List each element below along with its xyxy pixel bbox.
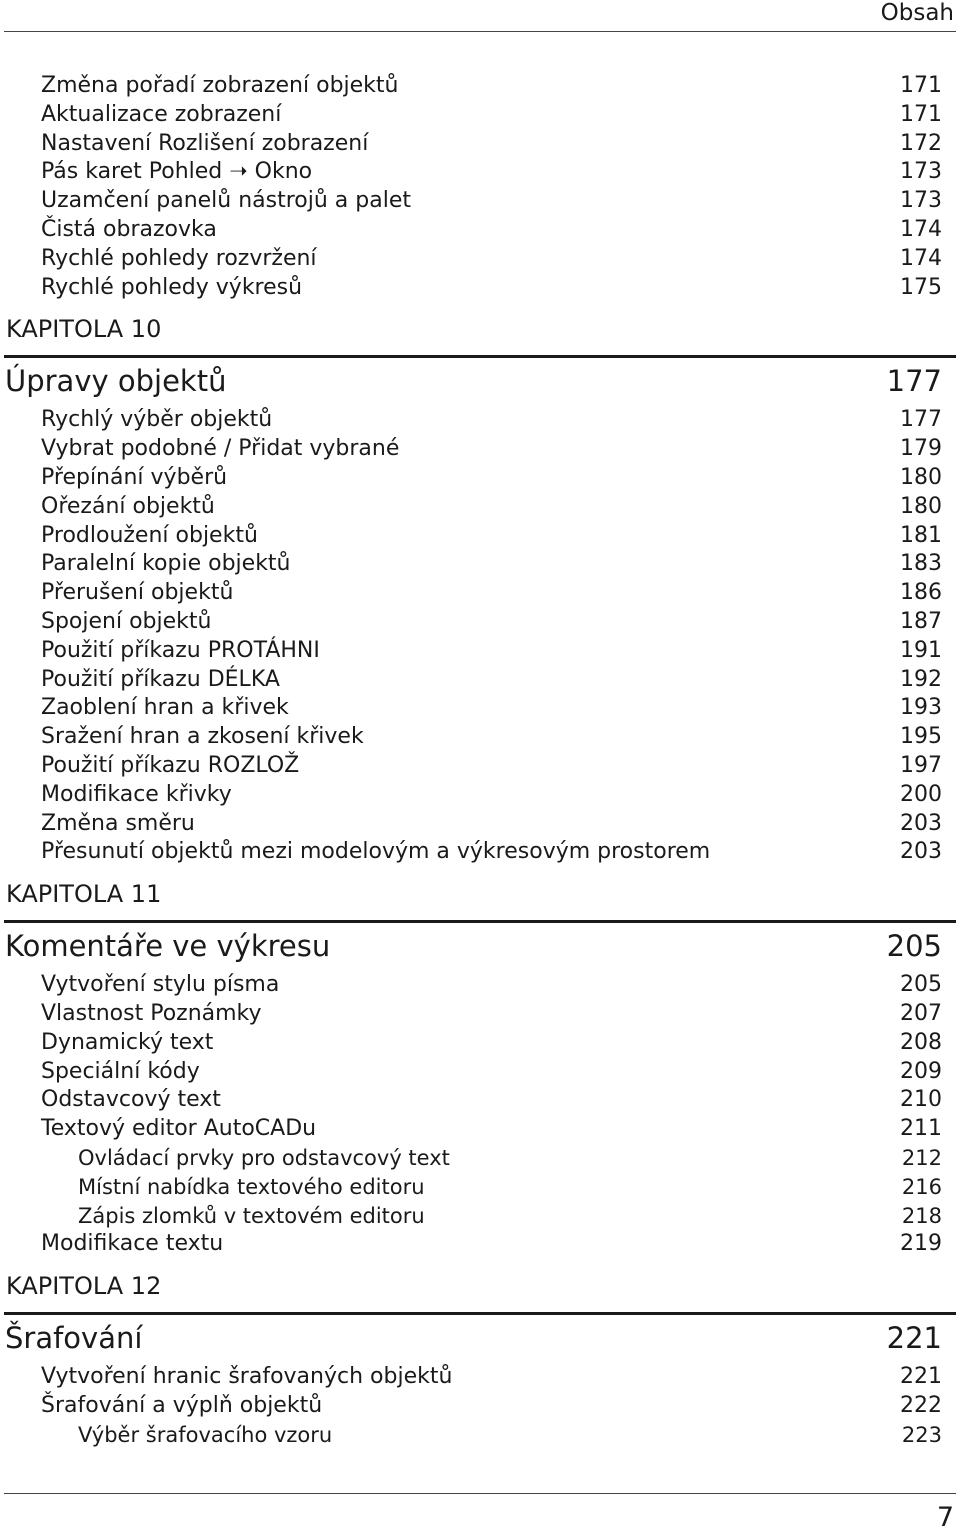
toc-entry-title: Uzamčení panelů nástrojů a palet (41, 188, 411, 214)
toc-entry[interactable] (0, 1230, 960, 1259)
chapter-title-page: 177 (886, 364, 942, 399)
chapter-title-text: Komentáře ve výkresu (5, 929, 331, 964)
toc-entry-page: 186 (900, 580, 942, 606)
toc-subentry[interactable] (0, 1144, 960, 1173)
toc-entry-title: Prodloužení objektů (41, 522, 258, 548)
header-divider (4, 31, 956, 32)
toc-entry[interactable] (0, 406, 960, 435)
toc-entry-title: Přepínání výběrů (41, 464, 228, 490)
table-of-contents (0, 72, 960, 1449)
toc-entry-title: Sražení hran a zkosení křivek (41, 724, 364, 750)
toc-entry-page: 180 (900, 464, 942, 490)
toc-entry[interactable] (0, 493, 960, 522)
toc-entry-title: Paralelní kopie objektů (41, 551, 291, 577)
toc-entry-title: Rychlé pohledy rozvržení (41, 245, 317, 271)
chapter-title[interactable] (0, 923, 960, 971)
toc-entry[interactable] (0, 1058, 960, 1087)
toc-entry[interactable] (0, 158, 960, 187)
chapter-label: KAPITOLA 11 (6, 880, 162, 909)
chapter-title-page: 205 (886, 929, 942, 964)
toc-entry-page: 221 (900, 1364, 942, 1390)
toc-entry-title: Změna pořadí zobrazení objektů (41, 73, 399, 98)
chapter-title[interactable] (0, 1315, 960, 1363)
toc-entry-page: 183 (900, 551, 942, 577)
toc-entry-page: 173 (900, 159, 942, 185)
toc-entry-title: Zápis zlomků v textovém editoru (78, 1203, 425, 1228)
toc-entry-page: 209 (900, 1058, 942, 1084)
toc-entry[interactable] (0, 216, 960, 245)
toc-entry[interactable] (0, 1086, 960, 1115)
toc-entry-title: Pás karet Pohled ➝ Okno (41, 159, 313, 185)
toc-entry[interactable] (0, 1392, 960, 1421)
toc-entry-page: 219 (900, 1231, 942, 1257)
toc-entry[interactable] (0, 1000, 960, 1029)
toc-entry-title: Ořezání objektů (41, 493, 215, 519)
toc-entry-title: Ovládací prvky pro odstavcový text (78, 1145, 450, 1170)
toc-entry-title: Rychlý výběr objektů (41, 407, 273, 433)
toc-entry[interactable] (0, 522, 960, 551)
toc-entry-title: Modifikace křivky (41, 781, 232, 807)
chapter-title-page: 221 (886, 1321, 942, 1356)
toc-entry-title: Místní nabídka textového editoru (78, 1174, 425, 1199)
toc-entry-title: Výběr šrafovacího vzoru (78, 1422, 333, 1447)
toc-entry-page: 177 (900, 407, 942, 433)
toc-entry-page: 216 (901, 1174, 942, 1199)
toc-entry[interactable] (0, 1115, 960, 1144)
toc-entry-title: Šrafování a výplň objektů (41, 1392, 323, 1418)
toc-entry[interactable] (0, 694, 960, 723)
toc-entry-title: Použití příkazu DÉLKA (41, 666, 280, 692)
toc-entry-page: 192 (900, 666, 942, 692)
toc-entry-title: Přesunutí objektů mezi modelovým a výkresovým prostorem (41, 839, 711, 865)
toc-entry-page: 197 (900, 752, 942, 778)
toc-entry[interactable] (0, 464, 960, 493)
toc-entry[interactable] (0, 579, 960, 608)
toc-entry-page: 200 (900, 781, 942, 807)
toc-entry[interactable] (0, 72, 960, 101)
toc-entry-page: 174 (900, 216, 942, 242)
toc-entry-title: Speciální kódy (41, 1058, 200, 1084)
toc-entry-page: 171 (900, 73, 942, 98)
toc-entry[interactable] (0, 187, 960, 216)
toc-entry-page: 174 (900, 245, 942, 271)
running-header: Obsah (880, 0, 954, 26)
chapter-label: KAPITOLA 12 (6, 1272, 162, 1301)
toc-entry-title: Modifikace textu (41, 1231, 224, 1257)
toc-entry-page: 207 (900, 1000, 942, 1026)
toc-entry-page: 205 (900, 972, 942, 998)
toc-entry[interactable] (0, 637, 960, 666)
toc-entry-page: 173 (900, 188, 942, 214)
toc-entry-page: 195 (900, 724, 942, 750)
toc-entry[interactable] (0, 781, 960, 810)
toc-entry-title: Nastavení Rozlišení zobrazení (41, 130, 369, 156)
toc-entry-page: 171 (900, 101, 942, 127)
toc-entry[interactable] (0, 435, 960, 464)
toc-entry-title: Čistá obrazovka (41, 216, 217, 242)
toc-entry[interactable] (0, 130, 960, 159)
toc-entry[interactable] (0, 971, 960, 1000)
toc-entry-page: 203 (900, 810, 942, 836)
toc-entry-page: 193 (900, 695, 942, 721)
toc-entry-page: 222 (900, 1392, 942, 1418)
toc-entry-page: 180 (900, 493, 942, 519)
toc-entry-page: 208 (900, 1029, 942, 1055)
toc-entry-title: Aktualizace zobrazení (41, 101, 282, 127)
chapter-label: KAPITOLA 10 (6, 315, 162, 344)
toc-entry-title: Textový editor AutoCADu (41, 1116, 317, 1142)
toc-entry[interactable] (0, 810, 960, 839)
chapter-title-text: Šrafování (5, 1321, 143, 1356)
toc-entry[interactable] (0, 608, 960, 637)
toc-entry[interactable] (0, 550, 960, 579)
toc-entry-page: 203 (900, 839, 942, 865)
toc-entry-title: Rychlé pohledy výkresů (41, 274, 303, 300)
footer-divider (4, 1493, 956, 1494)
toc-entry-title: Spojení objektů (41, 608, 212, 634)
toc-entry-title: Vlastnost Poznámky (41, 1000, 262, 1026)
toc-entry-page: 175 (900, 274, 942, 300)
toc-entry-page: 191 (900, 637, 942, 663)
toc-entry-page: 212 (901, 1145, 942, 1170)
toc-entry-title: Změna směru (41, 810, 195, 836)
toc-entry[interactable] (0, 245, 960, 274)
toc-entry-title: Přerušení objektů (41, 580, 234, 606)
chapter-title-text: Úpravy objektů (5, 364, 227, 399)
toc-subentry[interactable] (0, 1202, 960, 1231)
toc-entry[interactable] (0, 666, 960, 695)
toc-entry[interactable] (0, 101, 960, 130)
toc-entry-page: 187 (900, 608, 942, 634)
toc-entry[interactable] (0, 1029, 960, 1058)
toc-entry[interactable] (0, 838, 960, 867)
toc-entry-page: 218 (901, 1203, 942, 1228)
page-number: 7 (936, 1502, 954, 1533)
toc-entry-title: Vybrat podobné / Přidat vybrané (41, 436, 400, 462)
toc-entry-page: 223 (901, 1422, 942, 1447)
toc-subentry[interactable] (0, 1173, 960, 1202)
toc-entry-title: Odstavcový text (41, 1087, 221, 1113)
toc-entry[interactable] (0, 752, 960, 781)
toc-entry[interactable] (0, 1363, 960, 1392)
toc-entry[interactable] (0, 274, 960, 303)
toc-entry-title: Použití příkazu PROTÁHNI (41, 637, 320, 663)
toc-entry-title: Vytvoření hranic šrafovaných objektů (41, 1364, 453, 1390)
toc-entry-title: Zaoblení hran a křivek (41, 695, 289, 721)
toc-entry-title: Dynamický text (41, 1029, 214, 1055)
toc-entry-title: Použití příkazu ROZLOŽ (41, 752, 300, 778)
toc-entry-page: 172 (900, 130, 942, 156)
toc-subentry[interactable] (0, 1421, 960, 1450)
toc-entry[interactable] (0, 723, 960, 752)
toc-entry-page: 181 (900, 522, 942, 548)
toc-entry-title: Vytvoření stylu písma (41, 972, 280, 998)
toc-entry-page: 179 (900, 436, 942, 462)
toc-entry-page: 210 (900, 1087, 942, 1113)
toc-entry-page: 211 (900, 1116, 942, 1142)
chapter-title[interactable] (0, 358, 960, 406)
